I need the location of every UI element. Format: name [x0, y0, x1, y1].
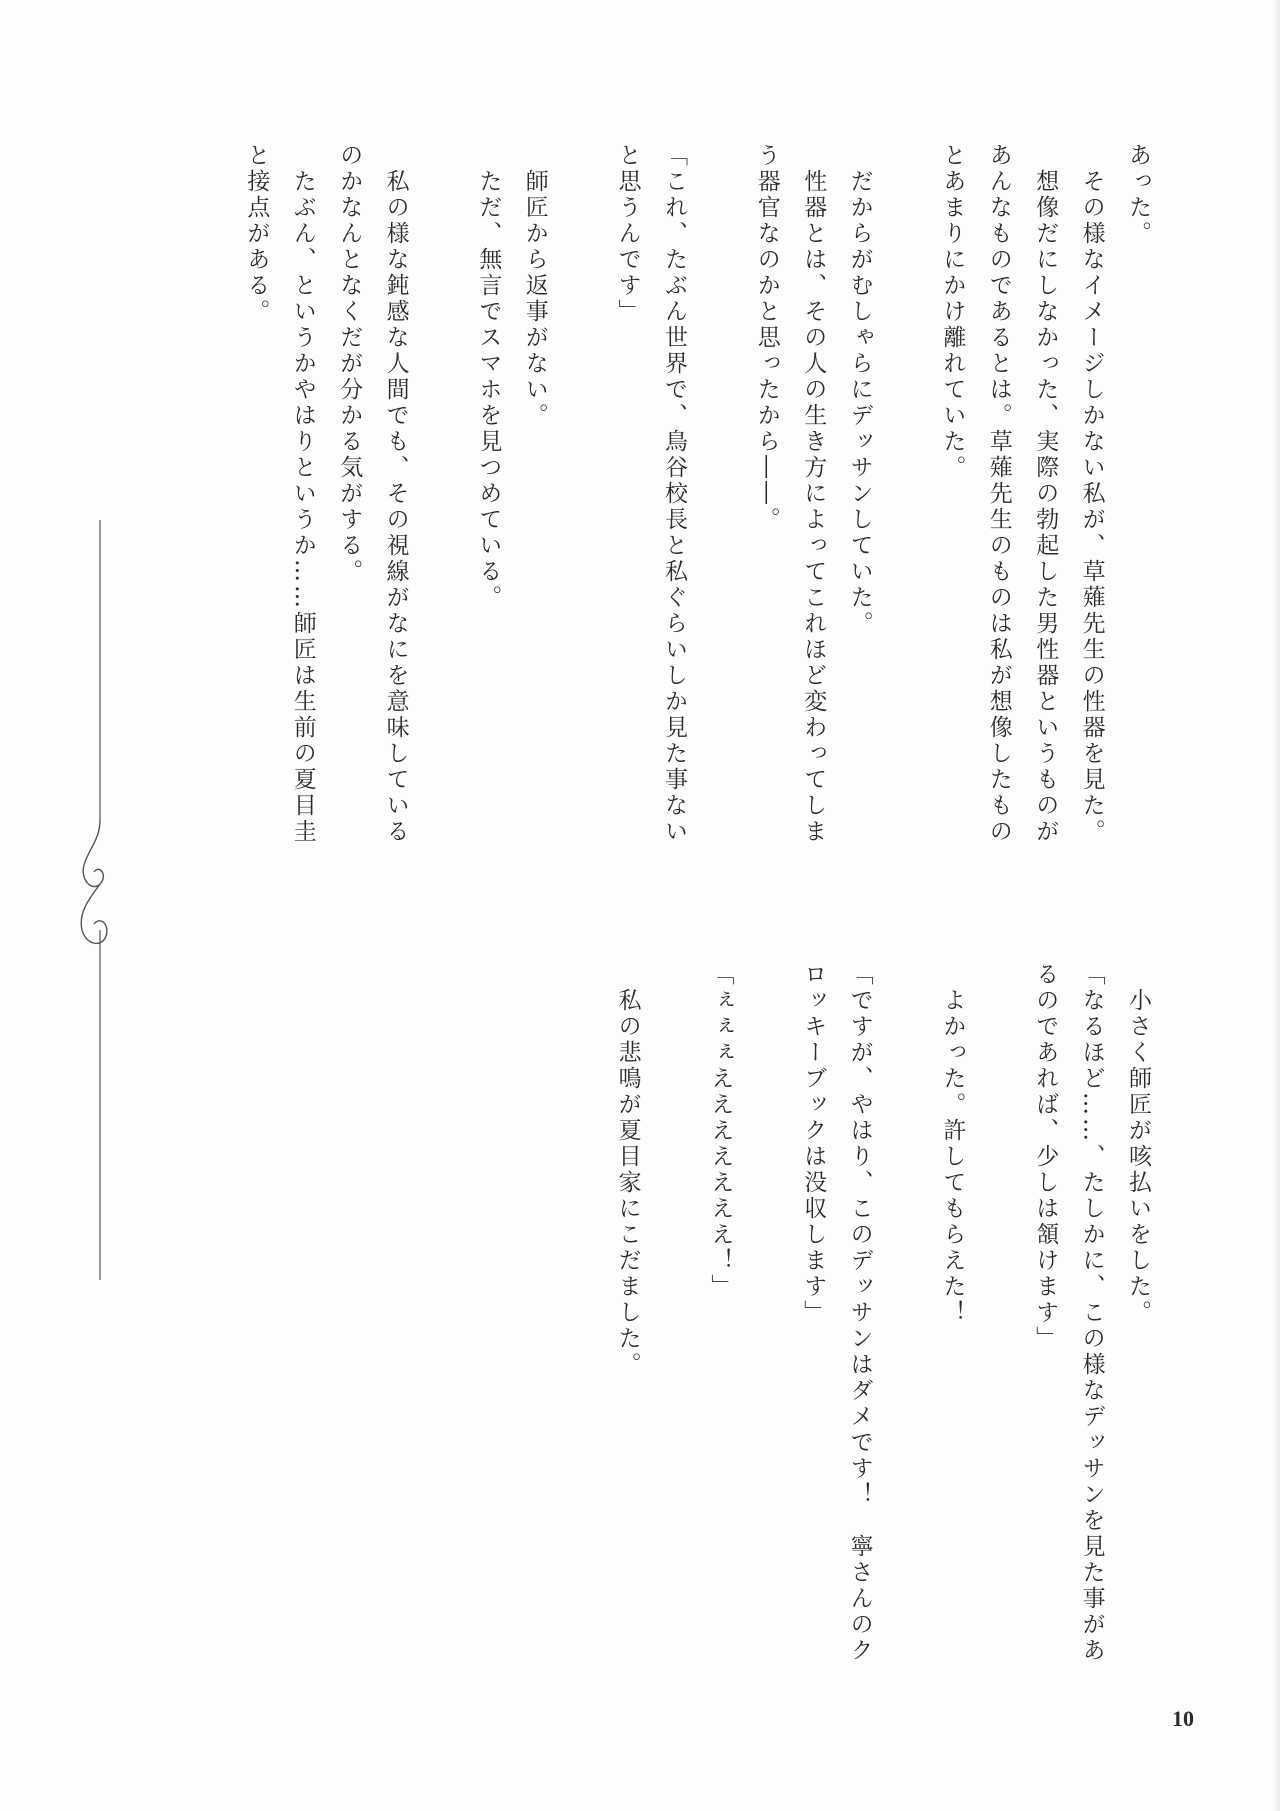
- text-line: 「なるほど……、たしかに、この様なデッサンを見た事があ: [1078, 962, 1105, 1664]
- text-line: 性器とは、その人の生き方によってこれほど変わってしま: [800, 143, 827, 845]
- text-line: るのであれば、少しは頷けます」: [1032, 962, 1059, 1352]
- text-line: よかった。許してもらえた！: [939, 962, 966, 1326]
- text-line: 「ぇぇぇえええええええ！」: [707, 962, 734, 1300]
- text-line: だからがむしゃらにデッサンしていた。: [846, 143, 873, 637]
- text-line: 小さく師匠が咳払いをした。: [1125, 962, 1151, 1326]
- text-line: 私の様な鈍感な人間でも、その視線がなにを意味している: [382, 143, 409, 845]
- text-line: と思うんです」: [614, 143, 641, 325]
- text-line: たぶん、というかやはりというか……師匠は生前の夏目圭: [289, 143, 316, 845]
- text-line: 「ですが、やはり、このデッサンはダメです！ 寧さんのク: [846, 962, 873, 1664]
- text-line: とあまりにかけ離れていた。: [939, 143, 966, 481]
- text-line: あった。: [1125, 143, 1151, 247]
- text-line: その様なイメージしかない私が、草薙先生の性器を見た。: [1078, 143, 1105, 845]
- text-line: と接点がある。: [243, 143, 270, 325]
- text-line: ただ、無言でスマホを見つめている。: [475, 143, 502, 611]
- page-edge-shadow: [1272, 0, 1280, 1811]
- text-line: 想像だにしなかった、実際の勃起した男性器というものが: [1032, 143, 1059, 845]
- page-number: 10: [1172, 1706, 1194, 1731]
- text-line: ロッキーブックは没収します」: [800, 962, 827, 1326]
- text-line: 「これ、たぶん世界で、鳥谷校長と私ぐらいしか見た事ない: [661, 143, 687, 845]
- text-line: 師匠から返事がない。: [521, 143, 548, 429]
- text-line: う器官なのかと思ったから――。: [753, 143, 780, 533]
- scroll-ornament-icon: [70, 520, 140, 1280]
- text-line: のかなんとなくだが分かる気がする。: [336, 143, 363, 585]
- text-line: 私の悲鳴が夏目家にこだました。: [614, 962, 641, 1378]
- text-line: あんなものであるとは。草薙先生のものは私が想像したもの: [985, 143, 1012, 845]
